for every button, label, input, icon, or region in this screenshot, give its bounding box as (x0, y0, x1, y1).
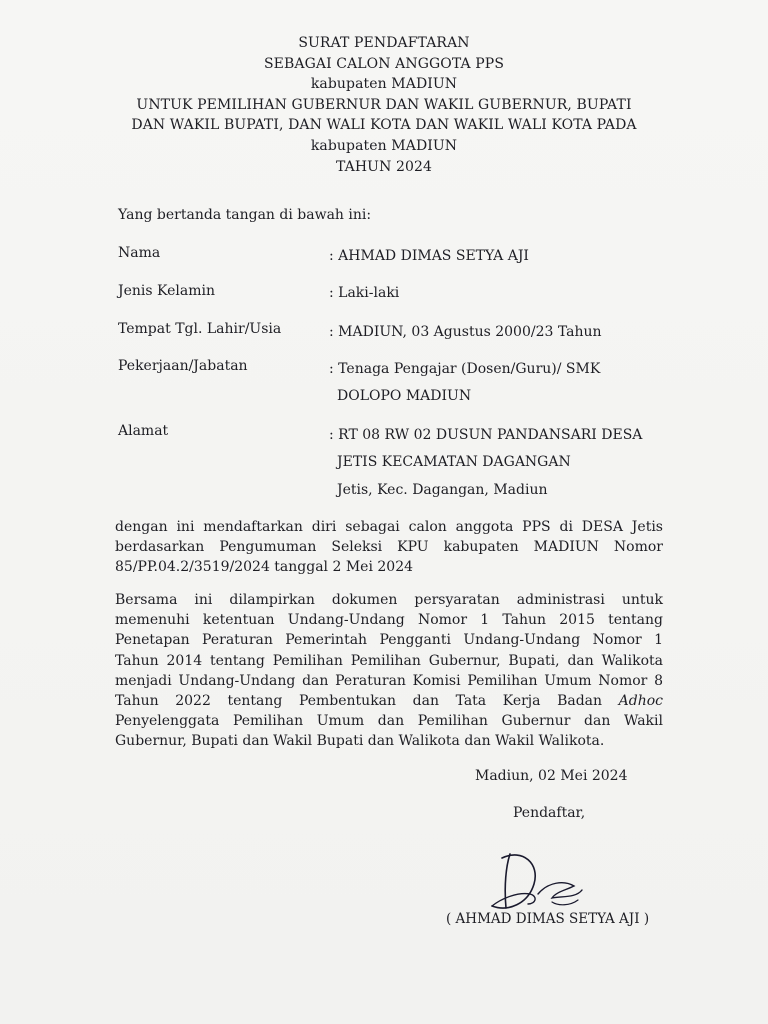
header-line: UNTUK PEMILIHAN GUBERNUR DAN WAKIL GUBERNUR, BUPATI (136, 96, 632, 113)
field-label-nama: Nama (118, 245, 161, 261)
paragraph-line: menjadi Undang-Undang dan Peraturan Komisi Pemilihan Umum Nomor 8 (115, 672, 663, 689)
field-label-alamat: Alamat (118, 423, 169, 439)
registration-paragraph (115, 517, 663, 578)
header-line: TAHUN 2024 (335, 158, 433, 175)
header-line: kabupaten MADIUN (310, 76, 458, 93)
field-value-alamat-cont: JETIS KECAMATAN DAGANGAN (337, 454, 571, 470)
header-line: SURAT PENDAFTARAN (298, 35, 470, 51)
paragraph-line: dengan ini mendaftarkan diri sebagai calon anggota PPS di DESA Jetis (115, 519, 663, 535)
intro-text: Yang bertanda tangan di bawah ini: (118, 207, 372, 223)
paragraph-line: Penyelenggata Pemilihan Umum dan Pemilihan Gubernur dan Wakil (115, 713, 663, 730)
paragraph-line: Penetapan Peraturan Pemerintah Pengganti Undang-Undang Nomor 1 (115, 632, 663, 649)
paragraph-segment: Tahun 2022 tentang Pembentukan dan Tata Kerja Badan (115, 693, 619, 710)
paragraph-italic: Adhoc (618, 693, 663, 710)
paragraph-line: 85/PP.04.2/3519/2024 tanggal 2 Mei 2024 (115, 559, 414, 576)
field-value-jenis-kelamin: : Laki-laki (329, 285, 400, 301)
field-value-alamat-cont: Jetis, Kec. Dagangan, Madiun (337, 482, 548, 498)
field-label-pekerjaan: Pekerjaan/Jabatan (118, 358, 248, 374)
paragraph-line: memenuhi ketentuan Undang-Undang Nomor 1 Tahun 2015 tentang (115, 612, 663, 629)
field-value-alamat: : RT 08 RW 02 DUSUN PANDANSARI DESA (329, 427, 643, 443)
field-value-pekerjaan-cont: DOLOPO MADIUN (337, 388, 472, 404)
document-header (0, 33, 768, 177)
field-label-jenis-kelamin: Jenis Kelamin (118, 283, 215, 299)
attachment-paragraph (115, 590, 663, 752)
header-line: SEBAGAI CALON ANGGOTA PPS (263, 55, 505, 72)
header-line: DAN WAKIL BUPATI, DAN WALI KOTA DAN WAKIL WALI KOTA PADA (131, 117, 637, 134)
place-date: Madiun, 02 Mei 2024 (475, 768, 628, 784)
field-label-ttl: Tempat Tgl. Lahir/Usia (118, 321, 282, 337)
paragraph-line: Tahun 2014 tentang Pemilihan Pemilihan Gubernur, Bupati, dan Walikota (115, 652, 663, 669)
header-line: kabupaten MADIUN (310, 137, 458, 154)
paragraph-line: berdasarkan Pengumuman Seleksi KPU kabupaten MADIUN Nomor (115, 539, 663, 556)
paragraph-line: Bersama ini dilampirkan dokumen persyaratan administrasi untuk (115, 592, 663, 608)
signer-name: ( AHMAD DIMAS SETYA AJI ) (446, 911, 650, 927)
field-value-ttl: : MADIUN, 03 Agustus 2000/23 Tahun (329, 324, 602, 340)
field-value-nama: : AHMAD DIMAS SETYA AJI (329, 248, 529, 264)
paragraph-line: Gubernur, Bupati dan Wakil Bupati dan Walikota dan Wakil Walikota. (115, 733, 605, 750)
paragraph-line (115, 691, 663, 711)
field-value-pekerjaan: : Tenaga Pengajar (Dosen/Guru)/ SMK (329, 361, 601, 377)
registrant-label: Pendaftar, (513, 805, 586, 821)
